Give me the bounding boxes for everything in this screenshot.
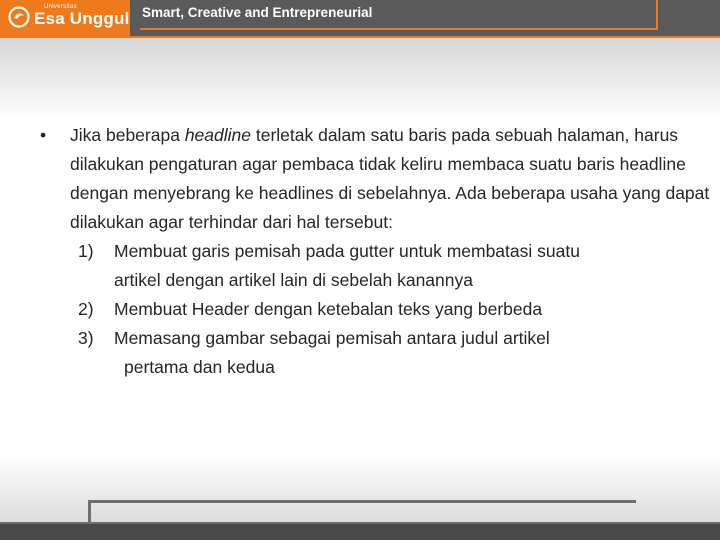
tagline: Smart, Creative and Entrepreneurial [142,5,373,20]
list-item [70,324,710,382]
bullet-marker: • [40,125,47,145]
list-item [70,295,710,324]
list-item-line: Memasang gambar sebagai pemisah antara judul artikel [114,328,550,348]
list-item [70,237,710,295]
header-bar [0,0,720,38]
list-item-line: artikel dengan artikel lain di sebelah kanannya [114,270,473,290]
logo-subtitle: Universitas [44,4,77,10]
list-number: 1) [78,241,94,261]
logo-name: Esa Unggul [34,9,130,28]
list-item-line: Membuat garis pemisah pada gutter untuk membatasi suatu [114,241,580,261]
bullet-text-emphasis: headline [184,125,251,145]
list-number: 2) [78,299,94,319]
slide-content [40,121,710,382]
numbered-list [70,237,710,382]
list-item-line: Membuat Header dengan ketebalan teks yang berbeda [114,299,543,319]
bullet-text [70,121,710,237]
bullet-point [40,121,710,382]
list-item-line: pertama dan kedua [124,357,275,377]
logo-block [0,0,130,38]
list-number: 3) [78,328,94,348]
footer-bar [0,524,720,540]
bullet-text-rest: terletak dalam satu baris pada sebuah halaman, harus dilakukan pengaturan agar pembaca tidak keliru membaca suatu baris headline dengan menyebrang ke headlines di sebelahnya. Ada beberapa usaha yang dapat dilakukan agar terhindar dari hal tersebut: [70,125,710,232]
footer-frame-line [88,500,636,522]
top-shadow [0,38,720,120]
bullet-text-start: Jika beberapa [70,125,185,145]
university-logo-icon [8,6,30,28]
